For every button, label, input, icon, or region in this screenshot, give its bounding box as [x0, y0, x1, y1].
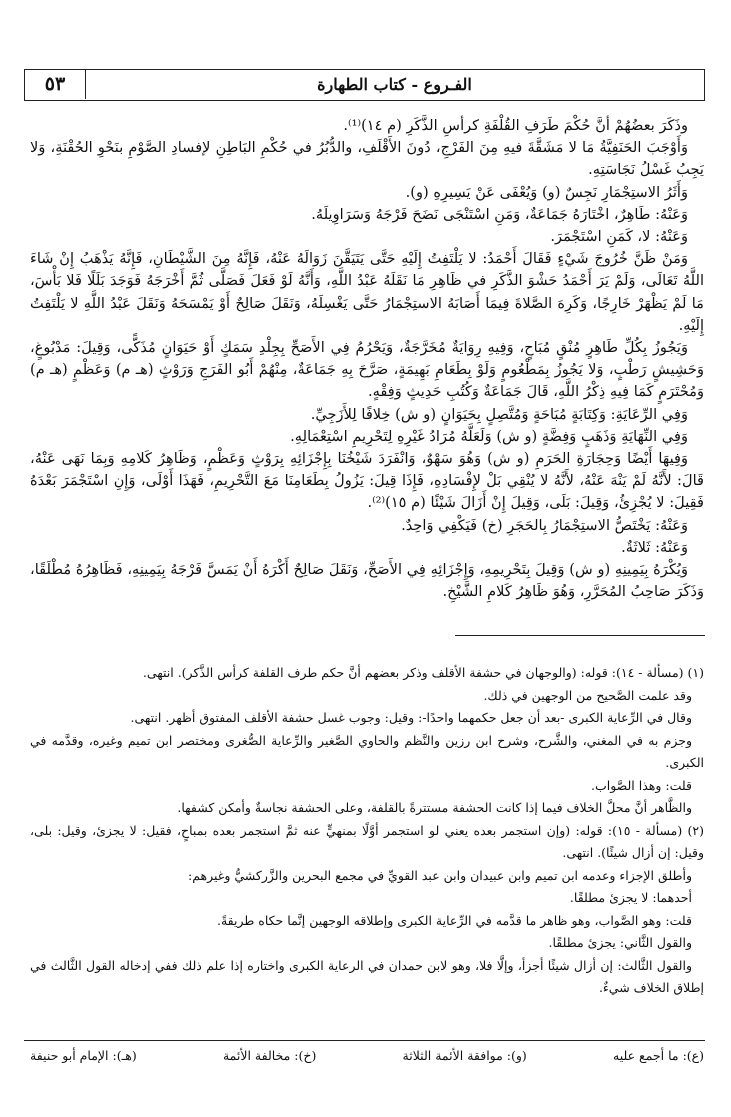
paragraph: وَعَنْهُ: ثَلاثَةٌ.	[621, 538, 688, 556]
chapter-title: الفـروع - كتاب الطهارة	[317, 75, 472, 94]
footer-legend	[30, 1045, 704, 1067]
footnote: وقد علمت الصَّحيح من الوجهين في ذلك.	[483, 687, 692, 703]
paragraph: وَأَوْجَبَ الحَنَفِيَّةُ مَا لا مَشَقَّةَ فيهِ مِنَ الفَرْجِ، دُونَ الأَقْلَفِ، والدُّبُرُ في حُكْمِ البَاطِنِ لإفسادِ الصَّوْمِ بنَحْوِ الحُقْنَةِ، وَلا يَجِبُ غَسْلُ نَجَاسَتِهِ.	[30, 139, 704, 179]
footnotes	[30, 662, 704, 1000]
footnote: قلت: وهو الصَّواب، وهو ظاهر ما قدَّمه في الرِّعاية الكبرى وإطلاقه الوجهين إنَّما حكاه طريقةً.	[217, 912, 692, 928]
footnote-divider	[455, 635, 705, 636]
footnote: وجزم به في المغني، والشَّرح، وشرح ابن رزين والنَّظم والحاوي الصَّغير والرِّعاية الصُّغرى ومختصر ابن تميم وغيره، وقدَّمه في الكبرى.	[30, 732, 704, 770]
paragraph: وَيَجُوزُ بِكُلِّ طَاهِرٍ مُنْقٍ مُبَاحٍ، وَفِيهِ رِوَايَةٌ مُخَرَّجَةٌ، وَيَحْرُمُ فِي الأَصَحِّ بِجِلْدِ سَمَكٍ أَوْ حَيَوَانٍ مُذَكًّى، وَقِيلَ: مَدْبُوغٍ، وَحَشِيشٍ رَطْبٍ، وَلا يَجُوزُ بِمَطْعُومٍ وَلَوْ بِطَعَامِ بَهِيمَةٍ، صَرَّحَ بِهِ جَمَاعَةٌ، مِنْهُمْ أَبُو الفَرَجِ وَرَوْثٍ (هـ م) وَعَظْمٍ (هـ م) وَمُحْتَرَمٍ كَمَا فِيهِ ذِكْرُ اللَّهِ، قَالَ جَمَاعَةٌ وَكُتُبِ حَدِيثٍ وَفِقْهٍ.	[30, 339, 704, 401]
footnote: أحدهما: لا يجزئ مطلقًا.	[569, 890, 692, 905]
running-header	[24, 69, 705, 101]
paragraph: وَيُكْرَهُ بِيَمِينِهِ (و ش) وَقِيلَ بِتَحْرِيمِهِ، وَإِجْزَائِهِ فِي الأَصَحِّ، وَنَقَلَ صَالِحٌ أَكْرَهُ أَنْ يَمَسَّ فَرْجَهُ بِيَمِينِهِ، فَظَاهِرُهُ مُطْلَقًا، وَذَكَرَ صَاحِبُ المُحَرَّرِ، وَهُوَ ظَاهِرُ كَلامِ الشَّيْخِ.	[30, 561, 704, 601]
paragraph: وَعَنْهُ: طَاهِرٌ، اخْتَارَهُ جَمَاعَةٌ، وَمَنِ اسْتَنْجَى نَضَحَ فَرْجَهُ وَسَرَاوِيلَهُ.	[311, 205, 688, 223]
legend-three-imams: (و): موافقة الأئمة الثلاثة	[402, 1048, 527, 1063]
legend-abu-hanifa: (هـ): الإمام أبو حنيفة	[30, 1048, 137, 1063]
footnote: قلت: وهذا الصَّواب.	[590, 777, 692, 793]
footnote: والقول الثَّاني: يجزئ مطلقًا.	[548, 935, 692, 950]
paragraph: وذَكَرَ بعضُهُمْ أنَّ حُكْمَ طَرَفِ القُلْفَةِ كرأسِ الذَّكَرِ (م ١٤)⁽¹⁾.	[343, 117, 688, 134]
footnote: (٢) (مسألة - ١٥): قوله: (وإن استجمر بعده يعني لو استجمر أوَّلًا بمنهيٍّ عنه ثمَّ استجمر بعده بمباحٍ، فقيل: لا يجزئ، وقيل: بلى، وقيل: إن أزال شيئًا). انتهى.	[30, 822, 704, 860]
legend-consensus: (ع): ما أجمع عليه	[613, 1048, 704, 1063]
paragraph: وَمَنْ ظَنَّ خُرُوجَ شَيْءٍ فَقَالَ أَحْمَدُ: لا يَلْتَفِتُ إِلَيْهِ حَتَّى يَتَيَقَّنَ زَوَالَهُ عَنْهُ، فَإِنَّهُ مِنَ الشَّيْطَانِ، فَإِنَّهُ يَذْهَبُ إِنْ شَاءَ اللَّهُ تَعَالَى، وَلَمْ يَرَ أَحْمَدُ حَشْوَ الذَّكَرِ في ظَاهِرِ مَا نَقَلَهُ عَبْدُ اللَّهِ، وَأَنَّهُ لَوْ فَعَلَ فَصَلَّى ثُمَّ أَخْرَجَهُ فَوَجَدَ بَلَلًا فَلا بَأْسَ، مَا لَمْ يَظْهَرْ خَارِجًا، وَكَرِهَ الصَّلاةَ فِيمَا أَصَابَهُ الاستِجْمَارُ حَتَّى يَغْسِلَهُ، وَنَقَلَ صَالِحٌ أَوْ يَمْسَحَهُ وَنَقَلَ عَبْدُ اللَّهِ لا يَلْتَفِتُ إِلَيْهِ.	[30, 250, 704, 334]
paragraph: وَفِيهَا أَيْضًا وَحِجَارَةِ الحَرَمِ (و ش) وَهُوَ سَهْوٌ، وَانْفَرَدَ شَيْخُنَا بِإِجْزَائِهِ بِرَوْثٍ وَعَظْمٍ، وَظَاهِرُ كَلامِهِ وَبِمَا نَهَى عَنْهُ، قَالَ: لأَنَّهُ لَمْ يَنْهَ عَنْهُ، لأَنَّهُ لا يُنْقِي بَلْ لإِفْسَادِهِ، فَإِذَا قِيلَ: يَزُولُ بِطَعَامِنَا مَعَ التَّحْرِيمِ، فَهَذَا أَوْلَى، وَإِنِ اسْتَجْمَرَ بَعْدَهُ فَقِيلَ: لا يُجْزِئُ، وَقِيلَ: بَلَى، وَقِيلَ إِنْ أَزَالَ شَيْئًا (م ١٥)⁽²⁾.	[30, 450, 704, 512]
footnote: والظَّاهر أنَّ محلَّ الخلاف فيما إذا كانت الحشفة مستترةً بالقلفة، وعلى الحشفة نجاسةٌ وأمكن كشفها.	[177, 800, 692, 815]
paragraph: وَأَثَرُ الاستِجْمَارِ نَجِسٌ (و) وَيُعْفَى عَنْ يَسِيرِهِ (و).	[405, 183, 688, 201]
footnote: والقول الثَّالث: إن أزال شيئًا أجزأ، وإلَّا فلا، وهو لابن حمدان في الرعاية الكبرى واختاره إذا علم ذلك ففي إدخاله القول الثَّالث في إطلاق الخلاف شيءٌ.	[30, 957, 704, 995]
paragraph: وَفِي النِّهَايَةِ وَذَهَبٍ وَفِضَّةٍ (و ش) وَلَعَلَّهُ مُرَادُ غَيْرِهِ لِتَحْرِيمِ اسْتِعْمَالِهِ.	[290, 427, 688, 445]
footer-rule	[24, 1040, 705, 1041]
paragraph: وَعَنْهُ: يَخْتَصُّ الاستِجْمَارُ بِالحَجَرِ (خ) فَيَكْفِي وَاحِدٌ.	[401, 516, 688, 534]
main-text	[30, 115, 704, 603]
footnote: وقال في الرِّعاية الكبرى -بعد أن جعل حكمهما واحدًا-: وقيل: وجوب غسل حشفة الأقلف المفتوق أظهر. انتهى.	[130, 710, 692, 725]
footnote: (١) (مسألة - ١٤): قوله: (والوجهان في حشفة الأقلف وذكر بعضهم أنَّ حكم طرف القلفة كرأس الذَّكر). انتهى.	[142, 665, 704, 680]
legend-disagreement: (خ): مخالفة الأئمة	[222, 1048, 317, 1063]
footnote: وأطلق الإجزاء وعدمه ابن تميم وابن عبيدان وابن عبد القويِّ في مجمع البحرين والزَّركشيُّ وغيرهم:	[188, 867, 692, 883]
paragraph: وَعَنْهُ: لا، كَمَنِ اسْتَجْمَرَ.	[550, 228, 688, 246]
paragraph: وَفِي الرِّعَايَةِ: وَكِتَابَةٍ مُبَاحَةٍ وَمُتَّصِلٍ بِحَيَوَانٍ (و ش) خِلافًا لِلأَزَجِيِّ.	[310, 405, 688, 423]
page-number: ٥٣	[25, 70, 86, 99]
